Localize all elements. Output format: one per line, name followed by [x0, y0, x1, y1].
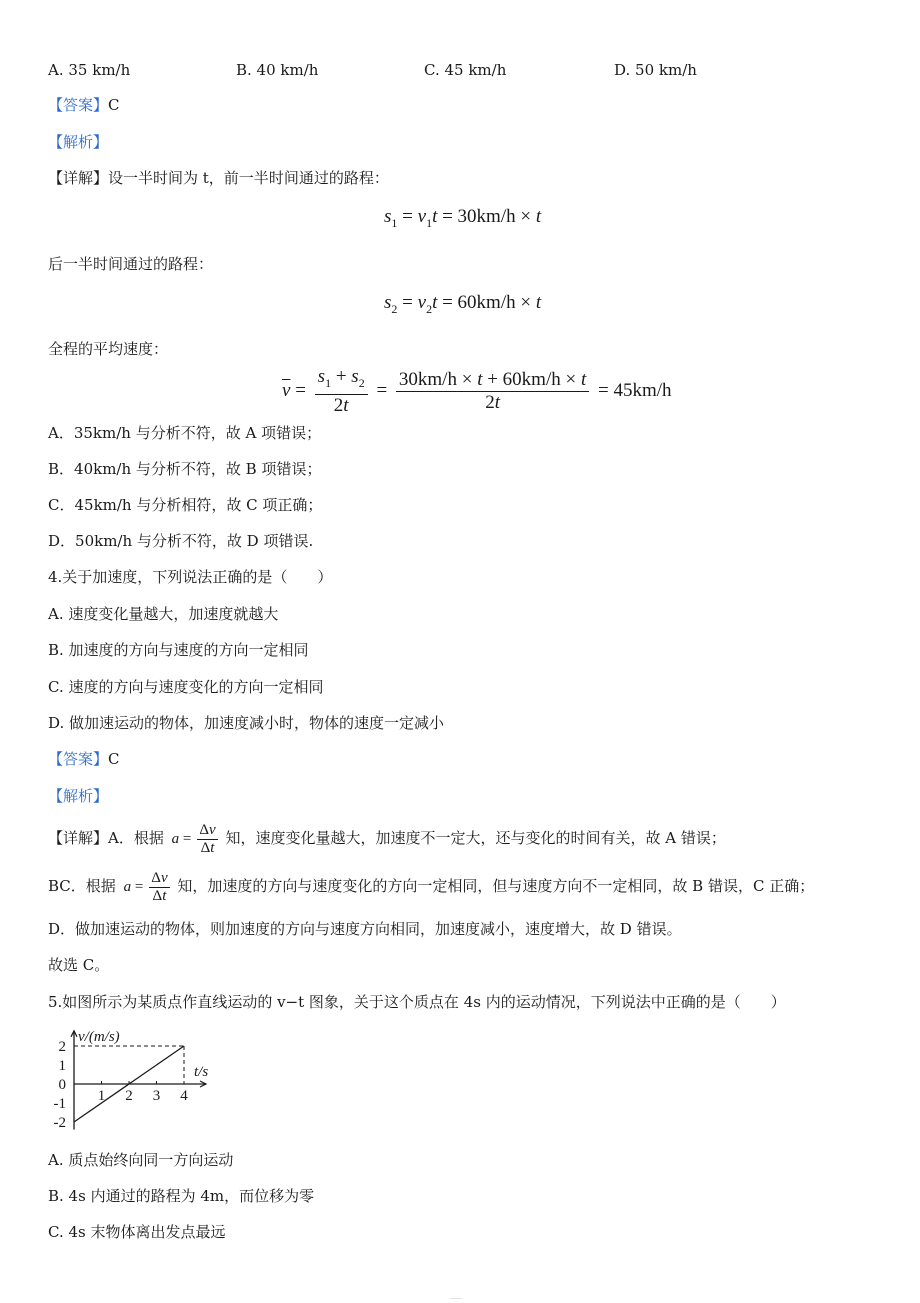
- formula-delta-fraction: $\frac{\Delta v}{\Delta t}$: [199, 821, 216, 856]
- q4-analysis-tag: 【解析】: [48, 787, 109, 805]
- y-tick-label-neg2: -2: [53, 1115, 66, 1131]
- detail-tag: 【详解】: [48, 829, 109, 847]
- detail-text: 知，速度变化量越大，加速度不一定大，还与变化的时间有关，故 A 错误；: [225, 829, 726, 847]
- x-tick-label-4: 4: [180, 1088, 188, 1104]
- detail-text: BC．根据: [48, 877, 116, 895]
- judgement-b: B．40km/h 与分析不符，故 B 项错误；: [48, 460, 322, 478]
- detail-text: 设一半时间为 t，前一半时间通过的路程：: [108, 169, 389, 187]
- q5-option-b: B. 4s 内通过的路程为 4m，而位移为零: [48, 1187, 315, 1205]
- y-tick-label-1: 1: [58, 1058, 66, 1074]
- q4-detail-line-3: D．做加速运动的物体，则加速度的方向与速度方向相同，加速度减小，速度增大，故 D 错误。: [48, 920, 682, 938]
- q3-answer-line: [48, 95, 120, 115]
- y-tick-label-2: 2: [58, 1039, 66, 1055]
- answer-value: C: [108, 96, 120, 114]
- q4-stem: 4.关于加速度，下列说法正确的是（ ）: [48, 568, 333, 586]
- q3-option-b: B. 40 km/h: [236, 61, 319, 79]
- q3-option-d: D. 50 km/h: [614, 61, 697, 79]
- velocity-time-graph: [44, 1016, 244, 1136]
- x-tick-label-3: 3: [152, 1088, 161, 1104]
- q4-option-c: C. 速度的方向与速度变化的方向一定相同: [48, 678, 324, 696]
- judgement-a: A．35km/h 与分析不符，故 A 项错误；: [48, 424, 322, 442]
- equation-s2: $s_2 = v_2t = 60km/h \times t$: [384, 292, 542, 316]
- q3-option-c: C. 45 km/h: [424, 61, 507, 79]
- average-speed-label: 全程的平均速度：: [48, 340, 169, 358]
- formula-a-fraction: a =: [171, 831, 192, 847]
- y-axis-label: v/(m/s): [78, 1028, 120, 1045]
- q4-detail-line-1: [48, 816, 726, 861]
- answer-value: C: [108, 750, 120, 768]
- x-tick-label-2: 2: [125, 1088, 133, 1104]
- equation-s1: $s_1 = v_1t = 30km/h \times t$: [384, 206, 542, 230]
- answer-tag: 【答案】: [48, 750, 109, 768]
- x-tick-label-1: 1: [97, 1088, 106, 1104]
- page-footer: ……: [450, 1294, 462, 1301]
- q5-option-a: A. 质点始终向同一方向运动: [48, 1151, 234, 1169]
- answer-tag: 【答案】: [48, 96, 109, 114]
- q5-option-c: C. 4s 末物体离出发点最远: [48, 1223, 226, 1241]
- x-axis-label: t/s: [194, 1064, 209, 1080]
- detail-tag: 【详解】: [48, 169, 109, 187]
- q4-detail-line-2: [48, 864, 814, 909]
- formula-delta-fraction: $\frac{\Delta v}{\Delta t}$: [151, 869, 168, 904]
- second-half-label: 后一半时间通过的路程：: [48, 255, 214, 273]
- formula-a-fraction: a =: [123, 879, 144, 895]
- equation-average-speed: $\overline{v}$ = $\frac{s_1 + s_2}{2t}$ = $\frac{30km/h \times t + 60km/h \times t}{2t}$ = 45km/h: [282, 366, 672, 416]
- q4-option-a: A. 速度变化量越大，加速度就越大: [48, 605, 279, 623]
- q4-option-b: B. 加速度的方向与速度的方向一定相同: [48, 641, 309, 659]
- y-tick-label-0: 0: [58, 1077, 66, 1093]
- detail-text: A．根据: [108, 829, 164, 847]
- judgement-d: D．50km/h 与分析不符，故 D 项错误.: [48, 532, 314, 550]
- q3-option-a: A. 35 km/h: [48, 61, 131, 79]
- q5-stem: 5.如图所示为某质点作直线运动的 v−t 图象，关于这个质点在 4s 内的运动情况，下列说法中正确的是（ ）: [48, 993, 786, 1011]
- y-tick-label-neg1: -1: [53, 1096, 66, 1112]
- q3-detail-line: [48, 168, 389, 188]
- detail-text: 知，加速度的方向与速度变化的方向一定相同，但与速度方向不一定相同，故 B 错误，C 正确；: [177, 877, 815, 895]
- q4-answer-line: [48, 749, 120, 769]
- q4-option-d: D. 做加速运动的物体，加速度减小时，物体的速度一定减小: [48, 714, 445, 732]
- judgement-c: C．45km/h 与分析相符，故 C 项正确；: [48, 496, 323, 514]
- q4-conclusion: 故选 C。: [48, 956, 110, 974]
- q3-analysis-tag: 【解析】: [48, 133, 109, 151]
